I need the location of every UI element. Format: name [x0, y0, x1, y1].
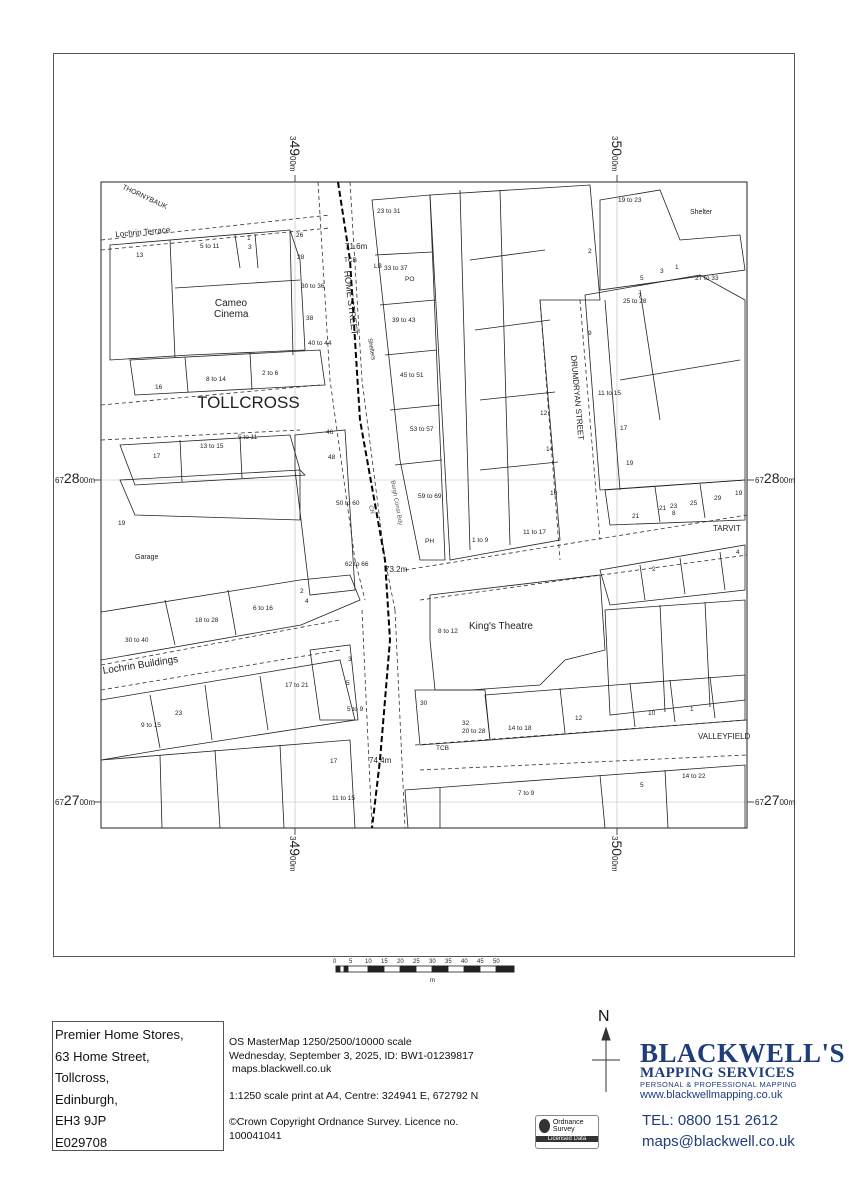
building-number-label: 13 — [136, 252, 144, 259]
address-line: Tollcross, — [55, 1070, 110, 1085]
label-home-street: HOME STREET — [342, 270, 360, 336]
northing-label-right-27: 672700m — [755, 792, 796, 808]
building-number-label: 23 — [670, 503, 678, 510]
easting-label-top-49: 34900m — [287, 136, 303, 172]
label-tarvit: TARVIT — [713, 524, 741, 533]
building-number-label: 7 — [638, 293, 642, 300]
building-number-label: 17 — [620, 425, 628, 432]
building-number-label: 29 — [714, 495, 722, 502]
building-number-label: 5 to 11 — [200, 243, 220, 250]
label-lochrin-buildings: Lochrin Buildings — [102, 654, 179, 677]
building-number-label: TCB — [344, 257, 357, 264]
building-number-label: 28 — [297, 254, 305, 261]
scale-tick-label: 0 — [333, 959, 337, 965]
building-number-label: 48 — [328, 454, 336, 461]
building-number-label: 2 — [300, 588, 304, 595]
building-number-label: 5 to 11 — [238, 434, 258, 441]
building-number-label: 19 to 23 — [618, 197, 642, 204]
os-emblem-icon — [539, 1119, 550, 1133]
ordnance-survey-logo — [535, 1115, 599, 1149]
northing-label-right-28: 672800m — [755, 470, 796, 486]
building-number-label: 46 — [326, 429, 334, 436]
building-number-label: 32 — [462, 720, 470, 727]
building-number-label: 53 to 57 — [410, 426, 434, 433]
scale-tick-label: 15 — [381, 959, 388, 965]
building-number-label: 11 to 15 — [598, 390, 622, 397]
address-line: EH3 9JP — [55, 1113, 107, 1128]
north-arrow — [592, 1028, 620, 1092]
address-box — [52, 1021, 224, 1151]
spot-height: 73.2m — [385, 565, 408, 574]
building-number-label: 19 — [735, 490, 743, 497]
scale-tick-label: 30 — [429, 959, 436, 965]
building-number-label: 2 — [652, 566, 656, 573]
building-number-label: 21 — [659, 505, 667, 512]
spot-height: 71.6m — [345, 242, 368, 251]
building-number-label: 1 — [690, 706, 694, 713]
building-number-label: 17 — [153, 453, 161, 460]
building-number-label: 10 — [648, 710, 656, 717]
northing-label-left-27: 672700m — [55, 792, 96, 808]
easting-label-top-50: 35000m — [609, 136, 625, 172]
building-number-label: 8 to 12 — [438, 628, 458, 635]
label-shelters: Shelters — [366, 338, 376, 361]
building-number-label: 11 to 15 — [332, 795, 356, 802]
info-website: maps.blackwell.co.uk — [232, 1063, 332, 1075]
building-number-label: 2 — [588, 248, 592, 255]
building-number-label: 13 to 15 — [200, 443, 224, 450]
building-number-label: 14 to 18 — [508, 725, 532, 732]
scale-tick-label: 25 — [413, 959, 420, 965]
easting-label-bottom-49: 34900m — [287, 836, 303, 872]
scale-tick-label: 10 — [365, 959, 372, 965]
building-number-label: 5 — [346, 680, 350, 687]
os-logo-sub: Licensed Data — [536, 1136, 598, 1142]
info-licence: 100041041 — [229, 1129, 282, 1142]
label-shelter: Shelter — [690, 209, 713, 216]
label-garage: Garage — [135, 554, 159, 561]
building-number-label: 21 — [632, 513, 640, 520]
building-number-label: 4 — [736, 549, 740, 556]
building-number-label: PO — [405, 276, 415, 283]
building-number-label: 23 — [175, 710, 183, 717]
info-date-id: Wednesday, September 3, 2025, ID: BW1-01239817 — [229, 1049, 474, 1062]
brand-name: BLACKWELL'S — [640, 1038, 846, 1068]
building-number-label: 25 to 28 — [623, 298, 647, 305]
building-number-label: 9 to 15 — [141, 722, 161, 729]
building-number-label: 1 to 9 — [472, 537, 489, 544]
building-number-label: 59 to 69 — [418, 493, 442, 500]
label-lochrin-terrace: Lochrin Terrace — [115, 225, 171, 239]
building-number-label: 23 to 31 — [377, 208, 401, 215]
address-line: 63 Home Street, — [55, 1048, 150, 1064]
building-number-label: 19 — [118, 520, 126, 527]
label-kings-theatre: King's Theatre — [469, 621, 533, 632]
building-number-label: 62 to 66 — [345, 561, 369, 568]
building-number-label: 38 — [306, 315, 314, 322]
os-logo-name: Ordnance Survey — [552, 1119, 584, 1133]
label-cr: CR — [367, 505, 375, 515]
building-number-label: 17 to 21 — [285, 682, 309, 689]
building-number-label: 33 to 37 — [384, 265, 408, 272]
map-border — [101, 182, 747, 828]
label-thornybauk: THORNYBAUK — [121, 184, 169, 211]
building-number-label: 14 to 22 — [682, 773, 706, 780]
building-number-label: 12 — [540, 410, 548, 417]
building-number-label: 19 — [626, 460, 634, 467]
info-copyright: ©Crown Copyright Ordnance Survey. Licence no. — [229, 1116, 459, 1128]
building-number-label: TCB — [436, 745, 449, 752]
building-number-label: 6 to 16 — [253, 605, 273, 612]
building-number-label: 27 to 33 — [695, 275, 719, 282]
scale-bar-unit: m — [430, 978, 435, 984]
info-scale: OS MasterMap 1250/2500/10000 scale — [229, 1036, 412, 1048]
map-info — [229, 1036, 519, 1143]
building-number-label: 1 — [675, 264, 679, 271]
label-burgh-boundary: Burgh Const Bdy — [389, 480, 403, 526]
building-number-label: 17 — [330, 758, 338, 765]
building-number-label: 5 to 9 — [347, 706, 364, 713]
building-number-label: 8 — [672, 510, 676, 517]
building-number-label: 20 to 28 — [462, 728, 486, 735]
building-number-label: 26 — [296, 232, 304, 239]
building-number-label: 3 — [248, 244, 252, 251]
scale-tick-label: 40 — [461, 959, 468, 965]
label-valleyfield: VALLEYFIELD — [698, 732, 751, 741]
brand-tagline: PERSONAL & PROFESSIONAL MAPPING — [640, 1080, 797, 1089]
building-number-label: 18 to 28 — [195, 617, 219, 624]
building-number-label: 16 — [155, 384, 163, 391]
scale-tick-label: 5 — [349, 959, 353, 965]
easting-label-bottom-50: 35000m — [609, 836, 625, 872]
building-number-label: 30 to 40 — [125, 637, 149, 644]
building-number-label: 5 — [640, 275, 644, 282]
building-number-label: 11 to 17 — [523, 529, 547, 536]
address-line: Edinburgh, — [55, 1091, 118, 1107]
building-number-label: 3 — [660, 268, 664, 275]
contact-info — [642, 1110, 795, 1152]
scale-tick-label: 35 — [445, 959, 452, 965]
blackwells-logo — [640, 1038, 846, 1101]
brand-telephone: TEL: 0800 151 2612 — [642, 1112, 778, 1129]
building-number-label: 14 — [546, 446, 554, 453]
building-number-label: 8 to 14 — [206, 376, 226, 383]
building-number-label: 7 to 9 — [518, 790, 535, 797]
building-number-label: 5 — [640, 782, 644, 789]
brand-email[interactable]: maps@blackwell.co.uk — [642, 1133, 795, 1150]
building-number-label: 39 to 43 — [392, 317, 416, 324]
building-number-label: 12 — [575, 715, 583, 722]
info-print: 1:1250 scale print at A4, Centre: 324941 E, 672792 N — [229, 1089, 479, 1102]
building-number-label: 3 — [348, 656, 352, 663]
brand-website[interactable]: www.blackwellmapping.co.uk — [640, 1089, 783, 1101]
building-number-label: 4 — [305, 598, 309, 605]
building-number-label: LB — [374, 263, 382, 270]
building-number-label: 50 to 60 — [336, 500, 360, 507]
scale-bar — [336, 966, 514, 972]
building-number-label: 2 to 6 — [262, 370, 279, 377]
address-line: Premier Home Stores, — [55, 1027, 184, 1042]
label-drumdryan-street: DRUMDRYAN STREET — [569, 355, 586, 441]
label-tollcross: TOLLCROSS — [197, 393, 300, 412]
spot-height: 74.4m — [369, 756, 392, 765]
label-cameo-cinema: Cameo Cinema — [214, 298, 249, 320]
building-number-label: 1 — [247, 235, 251, 242]
address-line: E029708 — [55, 1134, 108, 1150]
building-number-label: 25 — [690, 500, 698, 507]
northing-label-left-28: 672800m — [55, 470, 96, 486]
scale-tick-label: 20 — [397, 959, 404, 965]
building-number-label: 40 to 44 — [308, 340, 332, 347]
scale-tick-label: 50 — [493, 959, 500, 965]
building-number-label: 16 — [550, 490, 558, 497]
north-label: N — [598, 1008, 610, 1025]
building-number-label: PH — [425, 538, 435, 545]
brand-subname: MAPPING SERVICES — [640, 1065, 795, 1081]
scale-tick-label: 45 — [477, 959, 484, 965]
building-number-label: 45 to 51 — [400, 372, 424, 379]
building-number-label: 30 to 36 — [301, 283, 325, 290]
building-number-label: 9 — [588, 330, 592, 337]
building-number-label: 30 — [420, 700, 428, 707]
